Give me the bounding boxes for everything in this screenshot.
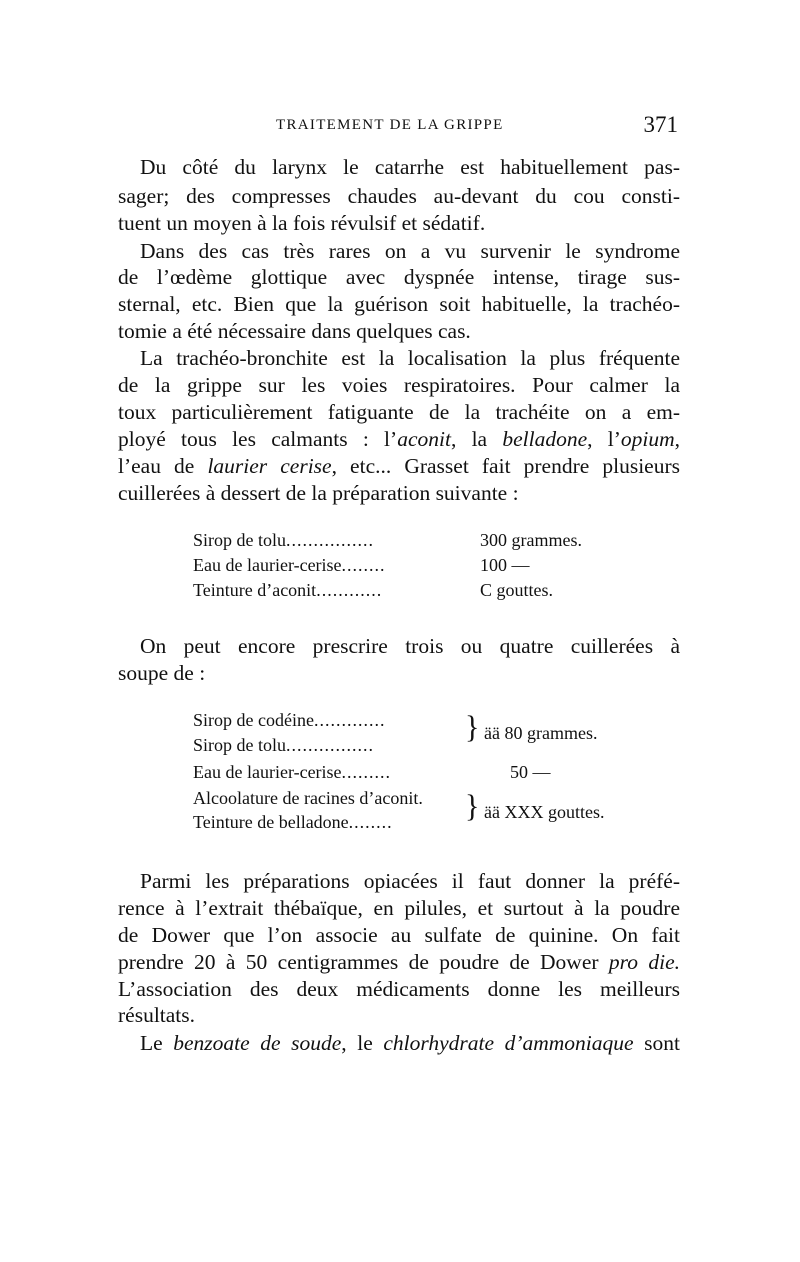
paragraph-line: prendre 20 à 50 centigrammes de poudre de Dower pro die.	[118, 950, 680, 974]
paragraph-line: tuent un moyen à la fois révulsif et sédatif.	[118, 211, 486, 235]
prescription-item: Eau de laurier-cerise........	[193, 555, 386, 575]
prescription-quantity: 50 —	[510, 762, 551, 782]
prescription-quantity: 300 grammes.	[480, 530, 582, 550]
brace-icon: }	[465, 789, 480, 824]
paragraph-line: soupe de :	[118, 661, 206, 685]
prescription-item: Sirop de codéine.............	[193, 710, 386, 730]
paragraph-line: Du côté du larynx le catarrhe est habituellement pas-	[140, 155, 680, 179]
paragraph-line: toux particulièrement fatiguante de la trachéite on a em-	[118, 400, 680, 424]
prescription-item: Eau de laurier-cerise.........	[193, 762, 392, 782]
paragraph-line: Parmi les préparations opiacées il faut donner la préfé-	[140, 869, 680, 893]
prescription-quantity: ää XXX gouttes.	[484, 802, 605, 822]
paragraph-line: l’eau de laurier cerise, etc... Grasset fait prendre plusieurs	[118, 454, 680, 478]
prescription-item: Sirop de tolu................	[193, 530, 374, 550]
paragraph-line: ployé tous les calmants : l’aconit, la belladone, l’opium,	[118, 427, 680, 451]
paragraph-line: tomie a été nécessaire dans quelques cas.	[118, 319, 471, 343]
page-number: 371	[643, 112, 678, 137]
prescription-quantity: C gouttes.	[480, 580, 554, 600]
brace-icon: }	[465, 710, 480, 745]
paragraph-line: Dans des cas très rares on a vu survenir le syndrome	[140, 239, 680, 263]
prescription-item: Sirop de tolu................	[193, 735, 374, 755]
paragraph-line: résultats.	[118, 1003, 196, 1027]
paragraph-line: L’association des deux médicaments donne les meilleurs	[118, 977, 680, 1001]
paragraph-line: sager; des compresses chaudes au-devant du cou consti-	[118, 184, 680, 208]
paragraph-line: Le benzoate de soude, le chlorhydrate d’ammoniaque sont	[140, 1031, 680, 1055]
prescription-item: Alcoolature de racines d’aconit.	[193, 788, 423, 808]
paragraph-line: rence à l’extrait thébaïque, en pilules, et surtout à la poudre	[118, 896, 680, 920]
paragraph-line: de l’œdème glottique avec dyspnée intense, tirage sus-	[118, 265, 680, 289]
page-header	[118, 112, 680, 146]
paragraph-line: sternal, etc. Bien que la guérison soit habituelle, la trachéo-	[118, 292, 680, 316]
prescription-quantity: ää 80 grammes.	[484, 723, 598, 743]
prescription-item: Teinture d’aconit............	[193, 580, 383, 600]
running-title: TRAITEMENT DE LA GRIPPE	[276, 117, 504, 133]
prescription-quantity: 100 —	[480, 555, 530, 575]
paragraph-line: de Dower que l’on associe au sulfate de quinine. On fait	[118, 923, 680, 947]
prescription-item: Teinture de belladone........	[193, 812, 393, 832]
paragraph-line: La trachéo-bronchite est la localisation la plus fréquente	[140, 346, 680, 370]
paragraph-line: On peut encore prescrire trois ou quatre cuillerées à	[140, 634, 680, 658]
paragraph-line: cuillerées à dessert de la préparation suivante :	[118, 481, 519, 505]
paragraph-line: de la grippe sur les voies respiratoires. Pour calmer la	[118, 373, 680, 397]
